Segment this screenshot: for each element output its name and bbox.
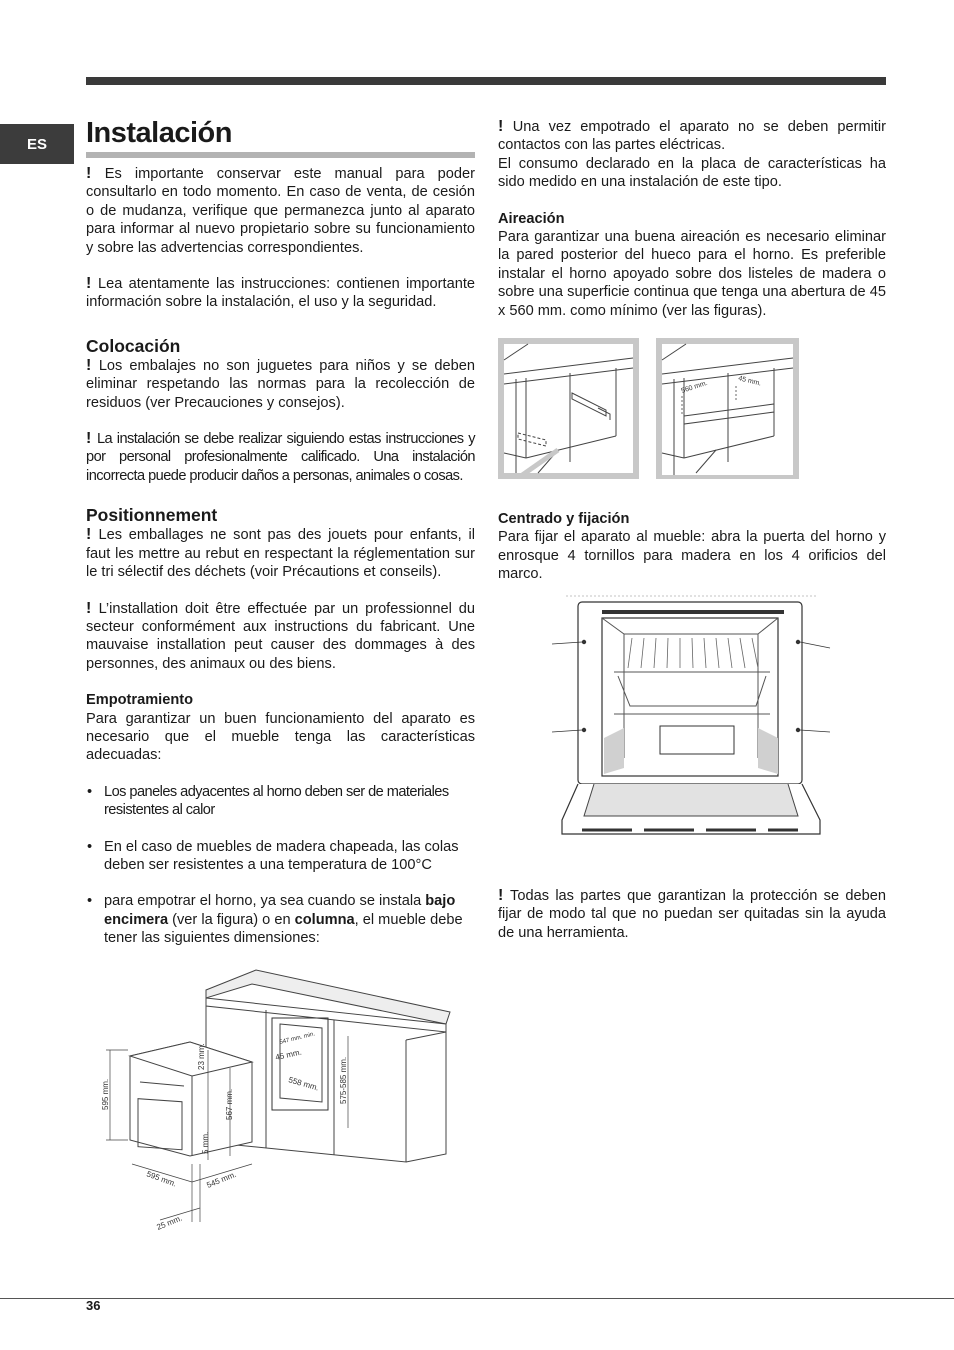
dimension-label: 558 mm.	[287, 1075, 320, 1093]
subheading-aireacion: Aireación	[498, 210, 565, 227]
page-number: 36	[86, 1298, 101, 1313]
paragraph: Para fijar el aparato al mueble: abra la puerta del horno y enrosque 4 tornillos para madera en los 4 orificios del marco.	[498, 529, 886, 583]
list-item: • Los paneles adyacentes al horno deben ser de materiales resistentes al calor	[86, 783, 475, 820]
installation-dimensions-figure	[100, 964, 456, 1232]
dimension-label: 567 mm.	[225, 1088, 234, 1120]
list-item: • para empotrar el horno, ya sea cuando se instala bajo encimera (ver la figura) o en columna, el mueble debe tener las siguientes dimensiones:	[86, 892, 475, 947]
dimension-label: 595 mm.	[145, 1169, 178, 1189]
subheading-empotramiento: Empotramiento	[86, 692, 194, 709]
paragraph: El consumo declarado en la placa de características ha sido medido en una instalación de este tipo.	[498, 155, 886, 191]
paragraph: ! Es importante conservar este manual para poder consultarlo en todo momento. En caso de venta, de cesión o de mudanza, verifique que permanezca junto al aparato para informar al nuevo propietario sobre su funcionamiento y sobre las advertencias correspondientes.	[86, 165, 475, 256]
requirements-list	[86, 783, 475, 948]
dimension-label: 575-585 mm.	[339, 1056, 348, 1104]
ventilation-figure-battens	[498, 338, 639, 479]
language-tab: ES	[0, 124, 74, 164]
left-column	[86, 165, 475, 948]
header-rule	[86, 77, 886, 85]
paragraph: Para garantizar una buena aireación es necesario eliminar la pared posterior del hueco para el horno. Es preferible instalar el horno apoyado sobre dos listeles de madera o sobre una superficie continua que tenga una abertura de 45 x 560 mm. como mínimo (ver las figuras).	[498, 229, 886, 319]
oven-fixing-figure	[548, 588, 834, 840]
paragraph: ! La instalación se debe realizar siguiendo estas instrucciones y por personal profesionalmente calificado. Una instalación incorrecta puede producir daños a personas, animales o cosas.	[86, 430, 475, 484]
dimension-label: 545 mm.	[205, 1169, 238, 1190]
paragraph: ! Les emballages ne sont pas des jouets pour enfants, il faut les mettre au rebut en respectant la réglementation sur le tri sélectif des déchets (voir Précautions et conseils).	[86, 526, 475, 581]
paragraph: ! Una vez empotrado el aparato no se deben permitir contactos con las partes eléctricas.	[498, 118, 887, 154]
section-heading-colocacion: Colocación	[86, 335, 181, 356]
ventilation-figure-opening	[656, 338, 799, 479]
footer-rule	[0, 1298, 954, 1299]
dimension-label: 560 mm.	[680, 379, 709, 395]
section-heading-positionnement: Positionnement	[86, 505, 218, 526]
dimension-label: 45 mm.	[274, 1047, 303, 1062]
paragraph: ! L’installation doit être effectuée par un professionnel du secteur conformément aux instructions du fabricant. Une mauvaise installation peut causer des dommages à des personnes, des animaux ou des biens.	[86, 599, 475, 672]
paragraph: ! Lea atentamente las instrucciones: contienen importante información sobre la instalación, el uso y la seguridad.	[86, 275, 475, 311]
page-title: Instalación	[86, 114, 475, 158]
list-item: • En el caso de muebles de madera chapeada, las colas deben ser resistentes a una temperatura de 100°C	[86, 838, 475, 875]
paragraph: ! Todas las partes que garantizan la protección se deben fijar de modo tal que no puedan ser quitadas sin la ayuda de una herramienta.	[498, 886, 886, 941]
subheading-centrado: Centrado y fijación	[498, 511, 630, 528]
dimension-label: 45 mm.	[737, 375, 762, 388]
dimension-label: 547 mm. min.	[279, 1031, 316, 1046]
dimension-label: 595 mm.	[101, 1078, 110, 1110]
dimension-label: 23 mm.	[197, 1043, 206, 1070]
dimension-label: 25 mm.	[155, 1213, 184, 1232]
paragraph: Para garantizar un buen funcionamiento del aparato es necesario que el mueble tenga las características adecuadas:	[86, 710, 475, 764]
dimension-label: 5 mm.	[201, 1131, 210, 1154]
paragraph: ! Los embalajes no son juguetes para niños y se deben eliminar respetando las normas para la recolección de residuos (ver Precauciones y consejos).	[86, 356, 475, 411]
